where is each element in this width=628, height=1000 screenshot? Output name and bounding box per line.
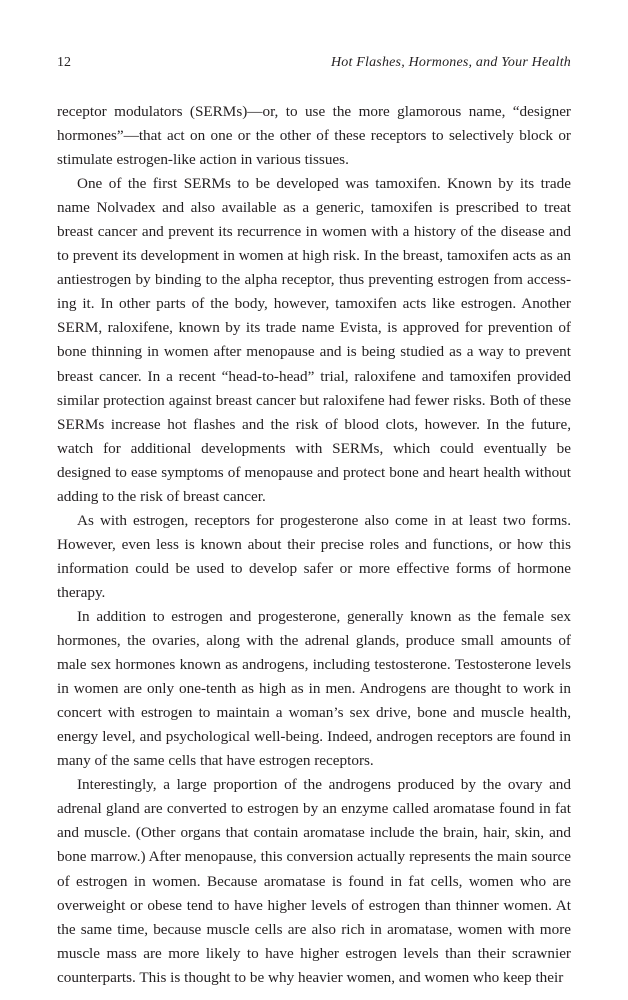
paragraph-progesterone-receptors: As with estrogen, receptors for progesterone also come in at least two forms. However, even less is known about their precise roles and functions, or how this information could be used to develop safer or more effective forms of hormone therapy.: [57, 511, 571, 601]
paragraph-tamoxifen: One of the first SERMs to be developed was tamoxifen. Known by its trade name Nolvadex and also available as a generic, tamoxifen is prescribed to treat breast cancer and prevent its recurrence in women with a history of the disease and to prevent its development in women at high risk. In the breast, tamoxifen acts as an antiestrogen by binding to the alpha receptor, thus preventing estrogen from accessing it. In other parts of the body, however, tamoxifen acts like estrogen. Another SERM, raloxifene, known by its trade name Evista, is approved for prevention of bone thinning in women after menopause and is being studied as a way to prevent breast cancer. In a recent “head-to-head” trial, raloxifene and tamoxifen provided similar protection against breast cancer but raloxifene had fewer risks. Both of these SERMs increase hot flashes and the risk of blood clots, however. In the future, watch for additional developments with SERMs, which could eventually be designed to ease symptoms of menopause and protect bone and heart health without adding to the risk of breast cancer.: [57, 175, 571, 505]
paragraph-androgens: In addition to estrogen and progesterone, generally known as the female sex hormones, the ovaries, along with the adrenal glands, produce small amounts of male sex hormones known as androgens, including testosterone. Testosterone levels in women are only one-tenth as high as in men. Androgens are thought to work in concert with estrogen to maintain a woman’s sex drive, bone and muscle health, energy level, and psychological well-being. Indeed, androgen receptors are found in many of the same cells that have estrogen receptors.: [57, 607, 571, 770]
running-head: [57, 53, 571, 73]
body-text: [57, 100, 571, 990]
paragraph-serms-continued: receptor modulators (SERMs)—or, to use the more glamorous name, “designer hormones”—that act on one or the other of these receptors to selectively block or stimulate estrogen-like action in various tissues.: [57, 103, 571, 169]
page-number: 12: [57, 55, 71, 70]
paragraph-aromatase: Interestingly, a large proportion of the androgens produced by the ovary and adrenal gland are converted to estrogen by an enzyme called aromatase found in fat and muscle. (Other organs that contain aromatase include the brain, hair, skin, and bone marrow.) After menopause, this conversion actually represents the main source of estrogen in women. Because aromatase is found in fat cells, women who are overweight or obese tend to have higher levels of estrogen than thinner women. At the same time, because muscle cells are also rich in aromatase, women with more muscle mass are more likely to have higher estrogen levels than their scrawnier counterparts. This is thought to be why heavier women, and women who keep their: [57, 776, 571, 986]
book-title: Hot Flashes, Hormones, and Your Health: [330, 55, 571, 70]
